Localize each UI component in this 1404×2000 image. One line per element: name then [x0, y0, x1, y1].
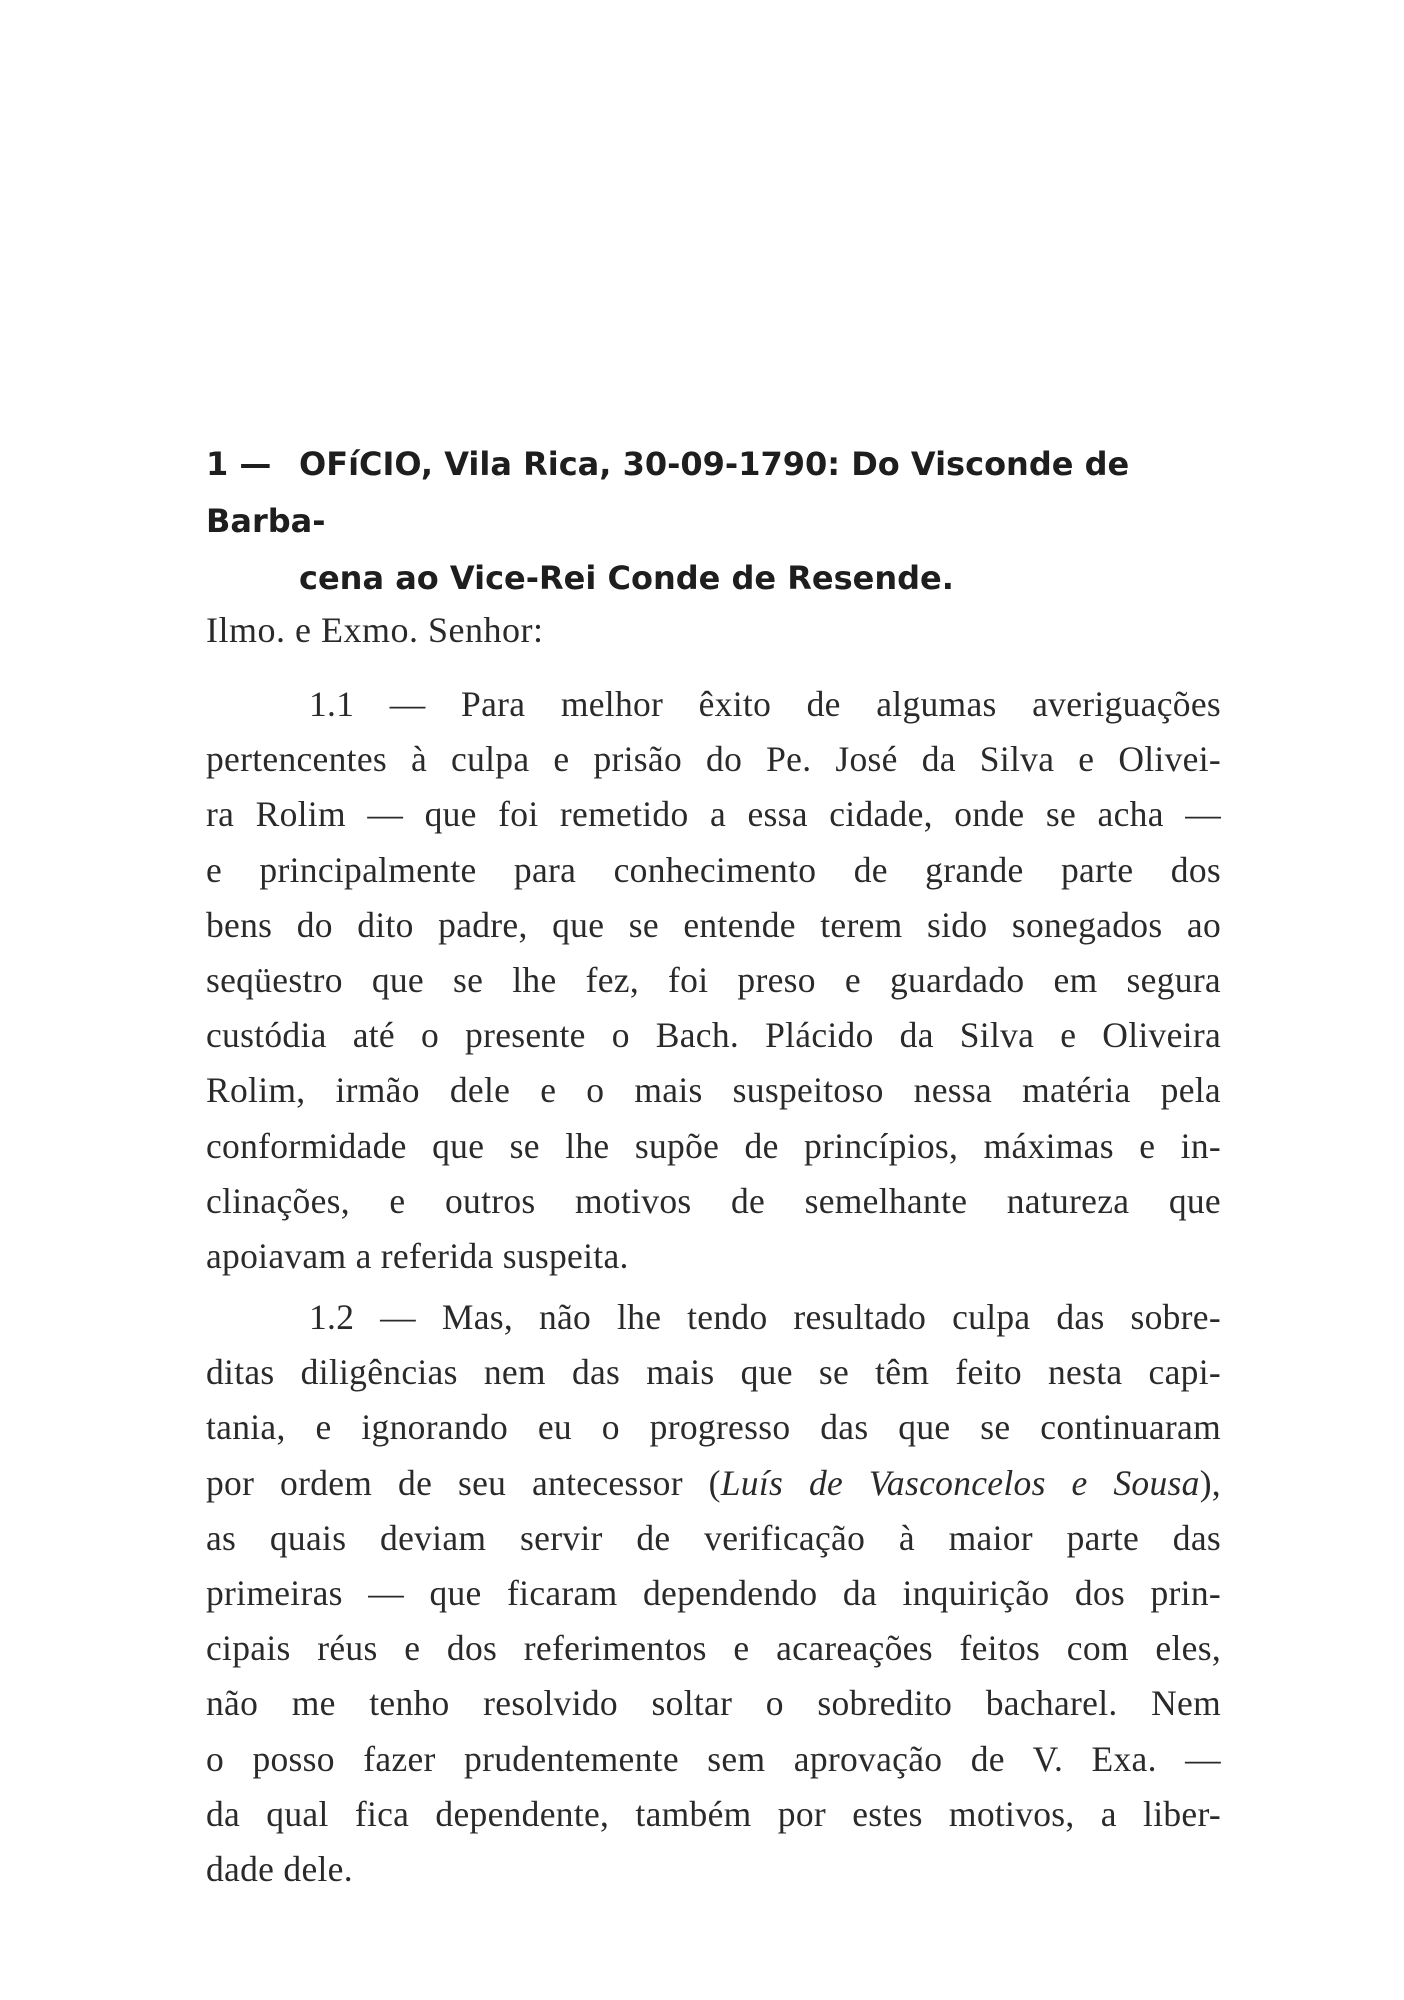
text-segment: por ordem de seu antecessor ( [206, 1462, 721, 1503]
paragraph-line: clinações, e outros motivos de semelhante natureza que [206, 1180, 1221, 1221]
paragraph-line: Rolim, irmão dele e o mais suspeitoso nessa matéria pela [206, 1070, 1221, 1111]
paragraph-line: o posso fazer prudentemente sem aprovação de V. Exa. — [206, 1738, 1221, 1779]
paragraph-line: custódia até o presente o Bach. Plácido da Silva e Oliveira [206, 1015, 1221, 1056]
paragraph-line: não me tenho resolvido soltar o sobredito bacharel. Nem [206, 1683, 1221, 1724]
paragraph-line: da qual fica dependente, também por estes motivos, a liber- [206, 1793, 1221, 1834]
text-segment: ), [1199, 1462, 1221, 1503]
paragraph-line: cipais réus e dos referimentos e acareações feitos com eles, [206, 1628, 1221, 1669]
paragraph-line: bens do dito padre, que se entende terem sido sonegados ao [206, 904, 1221, 945]
heading-line-1: OFíCIO, Vila Rica, 30-09-1790: Do Visconde de Barba- [206, 445, 1130, 540]
paragraph-line-with-italic [206, 1456, 1221, 1511]
paragraph-line: apoiavam a referida suspeita. [206, 1236, 629, 1277]
paragraph-line: as quais deviam servir de verificação à maior parte das [206, 1517, 1221, 1558]
paragraph-line: conformidade que se lhe supõe de princípios, máximas e in- [206, 1125, 1221, 1166]
paragraph-1-2 [206, 1290, 1221, 1897]
paragraph-line: 1.1 — Para melhor êxito de algumas averiguações [309, 684, 1221, 724]
paragraph-line: pertencentes à culpa e prisão do Pe. José da Silva e Olivei- [206, 739, 1221, 780]
paragraph-line: tania, e ignorando eu o progresso das que se continuaram [206, 1407, 1221, 1448]
paragraph-line: dade dele. [206, 1849, 353, 1890]
heading-line-2: cena ao Vice-Rei Conde de Resende. [299, 559, 954, 597]
paragraph-line: ra Rolim — que foi remetido a essa cidade, onde se acha — [206, 794, 1221, 835]
paragraph-line: 1.2 — Mas, não lhe tendo resultado culpa das sobre- [309, 1297, 1221, 1337]
document-heading [206, 436, 1226, 607]
document-number: 1 — [206, 445, 272, 483]
paragraph-line: ditas diligências nem das mais que se têm feito nesta capi- [206, 1352, 1221, 1393]
salutation: Ilmo. e Exmo. Senhor: [206, 610, 544, 650]
italic-name: Luís de Vasconcelos e Sousa [720, 1462, 1200, 1503]
paragraph-line: primeiras — que ficaram dependendo da inquirição dos prin- [206, 1573, 1221, 1614]
paragraph-line: e principalmente para conhecimento de grande parte dos [206, 849, 1221, 890]
paragraph-line: seqüestro que se lhe fez, foi preso e guardado em segura [206, 960, 1221, 1001]
paragraph-1-1 [206, 677, 1221, 1284]
